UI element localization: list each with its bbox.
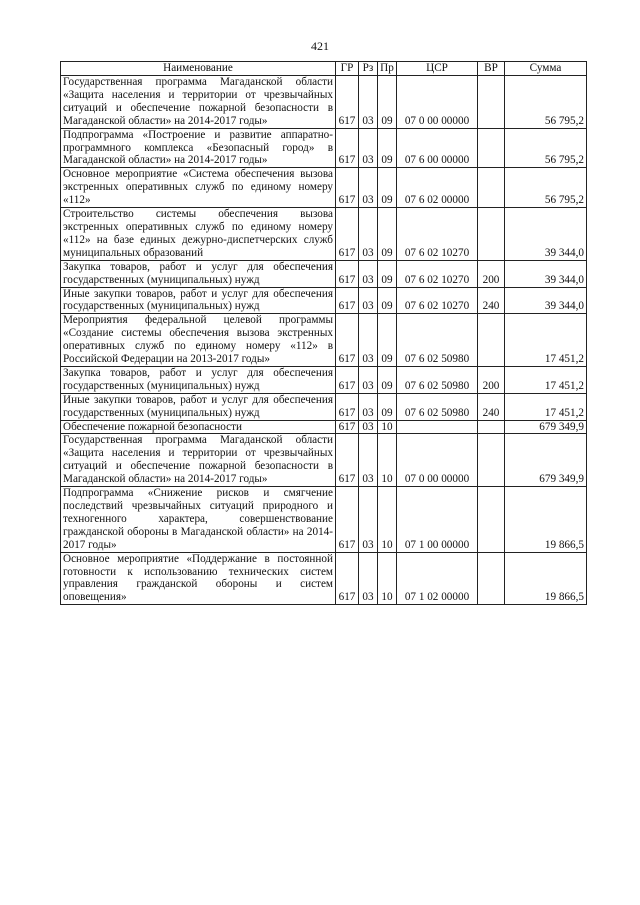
row-sum: 56 795,2 <box>505 76 587 129</box>
table-row <box>61 128 587 168</box>
column-header-gr: ГР <box>336 62 359 76</box>
row-vr <box>478 76 505 129</box>
column-header-pr: Пр <box>378 62 397 76</box>
row-csr: 07 6 02 10270 <box>397 287 478 314</box>
table-row <box>61 314 587 367</box>
table-row <box>61 487 587 553</box>
row-pr: 10 <box>378 420 397 434</box>
row-csr: 07 6 02 10270 <box>397 260 478 287</box>
row-rz: 03 <box>359 260 378 287</box>
row-sum: 17 451,2 <box>505 366 587 393</box>
row-sum: 56 795,2 <box>505 168 587 208</box>
row-gr: 617 <box>336 366 359 393</box>
row-gr: 617 <box>336 314 359 367</box>
table-row <box>61 434 587 487</box>
row-csr: 07 0 00 00000 <box>397 434 478 487</box>
row-sum: 39 344,0 <box>505 208 587 261</box>
row-vr: 240 <box>478 287 505 314</box>
row-vr <box>478 128 505 168</box>
row-gr: 617 <box>336 208 359 261</box>
row-rz: 03 <box>359 314 378 367</box>
row-sum: 679 349,9 <box>505 434 587 487</box>
row-sum: 17 451,2 <box>505 393 587 420</box>
row-name: Закупка товаров, работ и услуг для обеспечения государственных (муниципальных) нужд <box>61 260 336 287</box>
row-csr: 07 0 00 00000 <box>397 76 478 129</box>
row-vr <box>478 168 505 208</box>
table-row <box>61 168 587 208</box>
row-vr <box>478 434 505 487</box>
row-rz: 03 <box>359 487 378 553</box>
row-pr: 09 <box>378 366 397 393</box>
row-pr: 09 <box>378 260 397 287</box>
row-name: Иные закупки товаров, работ и услуг для обеспечения государственных (муниципальных) нужд <box>61 287 336 314</box>
row-gr: 617 <box>336 487 359 553</box>
row-rz: 03 <box>359 420 378 434</box>
row-name: Мероприятия федеральной целевой программы «Создание системы обеспечения вызова экстренных оперативных служб по единому номеру «112» в Российской Федерации на 2013-2017 годы» <box>61 314 336 367</box>
row-pr: 09 <box>378 208 397 261</box>
table-row <box>61 287 587 314</box>
row-pr: 09 <box>378 287 397 314</box>
row-sum: 39 344,0 <box>505 260 587 287</box>
row-vr: 240 <box>478 393 505 420</box>
row-sum: 19 866,5 <box>505 552 587 605</box>
row-rz: 03 <box>359 393 378 420</box>
row-csr <box>397 420 478 434</box>
row-rz: 03 <box>359 208 378 261</box>
row-rz: 03 <box>359 168 378 208</box>
row-rz: 03 <box>359 128 378 168</box>
row-name: Основное мероприятие «Система обеспечения вызова экстренных оперативных служб по единому номеру «112» <box>61 168 336 208</box>
row-gr: 617 <box>336 552 359 605</box>
row-gr: 617 <box>336 434 359 487</box>
page-number: 421 <box>311 39 329 53</box>
row-name: Иные закупки товаров, работ и услуг для обеспечения государственных (муниципальных) нужд <box>61 393 336 420</box>
row-pr: 10 <box>378 552 397 605</box>
row-csr: 07 6 00 00000 <box>397 128 478 168</box>
table-row <box>61 208 587 261</box>
budget-table <box>60 61 587 605</box>
row-csr: 07 6 02 10270 <box>397 208 478 261</box>
row-pr: 10 <box>378 487 397 553</box>
row-rz: 03 <box>359 434 378 487</box>
row-name: Строительство системы обеспечения вызова экстренных оперативных служб по единому номеру «112» на базе единых дежурно-диспетчерских служб муниципальных образований <box>61 208 336 261</box>
row-csr: 07 6 02 50980 <box>397 393 478 420</box>
column-header-sum: Сумма <box>505 62 587 76</box>
column-header-vr: ВР <box>478 62 505 76</box>
row-gr: 617 <box>336 168 359 208</box>
row-name: Подпрограмма «Снижение рисков и смягчение последствий чрезвычайных ситуаций природного и техногенного характера, совершенствование гражданской обороны в Магаданской области» на 2014-2017 годы» <box>61 487 336 553</box>
table-header-row <box>61 62 587 76</box>
row-sum: 56 795,2 <box>505 128 587 168</box>
row-gr: 617 <box>336 287 359 314</box>
table-row <box>61 393 587 420</box>
row-rz: 03 <box>359 76 378 129</box>
row-vr <box>478 208 505 261</box>
row-csr: 07 6 02 50980 <box>397 366 478 393</box>
row-gr: 617 <box>336 76 359 129</box>
row-vr: 200 <box>478 260 505 287</box>
row-rz: 03 <box>359 366 378 393</box>
row-pr: 09 <box>378 76 397 129</box>
row-pr: 09 <box>378 168 397 208</box>
table-row <box>61 420 587 434</box>
row-sum: 39 344,0 <box>505 287 587 314</box>
row-name: Основное мероприятие «Поддержание в постоянной готовности к использованию технических систем управления гражданской обороны и систем оповещения» <box>61 552 336 605</box>
row-gr: 617 <box>336 128 359 168</box>
row-rz: 03 <box>359 287 378 314</box>
row-csr: 07 1 02 00000 <box>397 552 478 605</box>
row-vr <box>478 314 505 367</box>
table-row <box>61 366 587 393</box>
table-row <box>61 552 587 605</box>
row-vr: 200 <box>478 366 505 393</box>
row-sum: 679 349,9 <box>505 420 587 434</box>
row-csr: 07 6 02 00000 <box>397 168 478 208</box>
table-row <box>61 260 587 287</box>
row-name: Государственная программа Магаданской области «Защита населения и территории от чрезвычайных ситуаций и обеспечение пожарной безопасности в Магаданской области» на 2014-2017 годы» <box>61 434 336 487</box>
row-name: Подпрограмма «Построение и развитие аппаратно-программного комплекса «Безопасный город» в Магаданской области» на 2014-2017 годы» <box>61 128 336 168</box>
row-pr: 09 <box>378 128 397 168</box>
table-row <box>61 76 587 129</box>
row-pr: 09 <box>378 393 397 420</box>
column-header-csr: ЦСР <box>397 62 478 76</box>
row-rz: 03 <box>359 552 378 605</box>
row-sum: 19 866,5 <box>505 487 587 553</box>
row-name: Закупка товаров, работ и услуг для обеспечения государственных (муниципальных) нужд <box>61 366 336 393</box>
row-vr <box>478 420 505 434</box>
row-sum: 17 451,2 <box>505 314 587 367</box>
row-pr: 09 <box>378 314 397 367</box>
column-header-name: Наименование <box>61 62 336 76</box>
row-name: Обеспечение пожарной безопасности <box>61 420 336 434</box>
column-header-rz: Рз <box>359 62 378 76</box>
row-pr: 10 <box>378 434 397 487</box>
row-gr: 617 <box>336 393 359 420</box>
row-vr <box>478 487 505 553</box>
row-csr: 07 6 02 50980 <box>397 314 478 367</box>
row-csr: 07 1 00 00000 <box>397 487 478 553</box>
row-name: Государственная программа Магаданской области «Защита населения и территории от чрезвычайных ситуаций и обеспечение пожарной безопасности в Магаданской области» на 2014-2017 годы» <box>61 76 336 129</box>
row-gr: 617 <box>336 260 359 287</box>
row-vr <box>478 552 505 605</box>
row-gr: 617 <box>336 420 359 434</box>
